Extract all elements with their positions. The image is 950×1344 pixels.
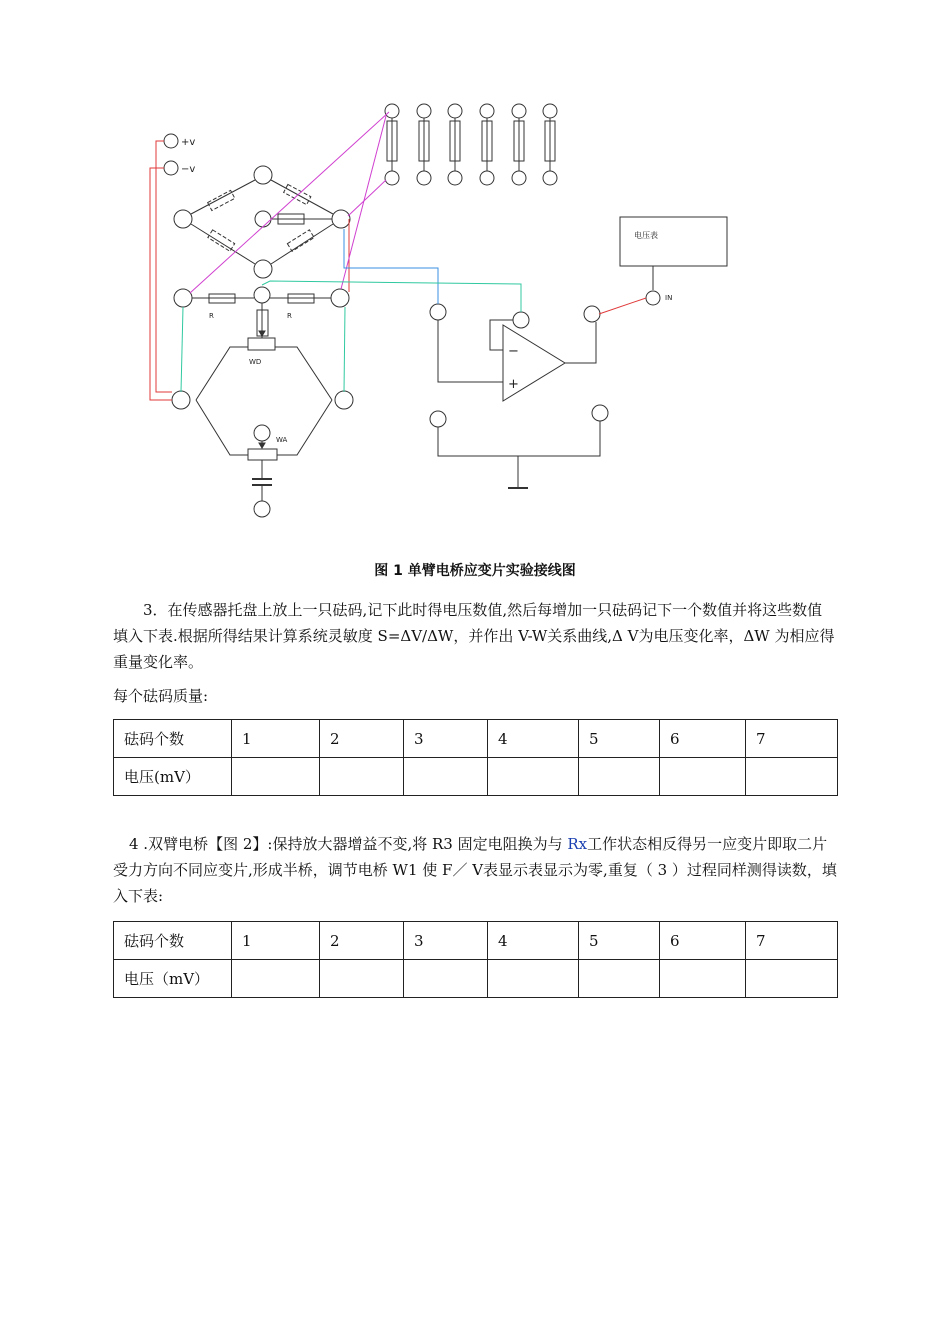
row-header-weight-count: 砝码个数: [114, 922, 232, 960]
table-cell: 4: [488, 720, 579, 758]
balance-right-terminal: [335, 391, 353, 409]
balance-left-terminal: [172, 391, 190, 409]
data-table-single-arm: [113, 719, 838, 796]
table-cell: 1: [232, 720, 320, 758]
table-row: [114, 922, 838, 960]
bridge-bottom-terminal: [254, 260, 272, 278]
empty-cell: [660, 758, 746, 796]
resistor-right-label: R: [287, 312, 292, 320]
step4-text-before: 4 .双臂电桥【图 2】:保持放大器增益不变,将 R3 固定电阻换为与: [129, 835, 568, 853]
minus-v-label: −v: [181, 164, 196, 175]
opamp-minus-label: −: [508, 344, 519, 359]
table-cell: 6: [660, 720, 746, 758]
table-cell: 2: [320, 720, 404, 758]
table-cell: 7: [746, 720, 838, 758]
row-header-voltage: 电压(mV）: [114, 758, 232, 796]
capacitor-terminal: [254, 501, 270, 517]
r-left-terminal: [174, 289, 192, 307]
empty-cell: [320, 758, 404, 796]
empty-cell: [579, 758, 660, 796]
empty-cell: [660, 960, 746, 998]
table-cell: 1: [232, 922, 320, 960]
step3-paragraph: 3．在传感器托盘上放上一只砝码,记下此时得电压数值,然后每增加一只砝码记下一个数值并将这些数值填入下表.根据所得结果计算系统灵敏度 S=ΔV/ΔW，并作出 V-W关系曲线,Δ V为电压变化率，ΔW 为相应得重量变化率。: [113, 601, 835, 671]
table-cell: 4: [488, 922, 579, 960]
ground-left-terminal: [430, 411, 446, 427]
bridge-center-terminal: [255, 211, 271, 227]
empty-cell: [404, 960, 488, 998]
wiring-diagram: [0, 0, 950, 550]
empty-cell: [320, 960, 404, 998]
terminal-plus-v: [164, 134, 178, 148]
empty-cell: [232, 960, 320, 998]
opamp-plus-label: +: [508, 377, 519, 392]
row-header-voltage: 电压（mV）: [114, 960, 232, 998]
empty-cell: [579, 960, 660, 998]
opamp-input-terminal: [430, 304, 446, 320]
data-table-double-arm: [113, 921, 838, 998]
empty-cell: [746, 960, 838, 998]
figure-caption: 图 1 单臂电桥应变片实验接线图: [374, 563, 576, 579]
wa-terminal: [254, 425, 270, 441]
in-label: IN: [665, 294, 673, 302]
table-cell: 3: [404, 720, 488, 758]
opamp-top-terminal: [513, 312, 529, 328]
empty-cell: [488, 960, 579, 998]
plus-v-label: +v: [181, 137, 196, 148]
empty-cell: [746, 758, 838, 796]
bridge-right-terminal: [332, 210, 350, 228]
table-cell: 3: [404, 922, 488, 960]
voltmeter-box: [620, 217, 727, 266]
empty-cell: [488, 758, 579, 796]
bridge-left-terminal: [174, 210, 192, 228]
strain-gauge-array: [385, 104, 557, 185]
empty-cell: [404, 758, 488, 796]
mass-label: 每个砝码质量:: [113, 687, 209, 705]
table-cell: 5: [579, 720, 660, 758]
table-cell: 5: [579, 922, 660, 960]
table-cell: 2: [320, 922, 404, 960]
voltmeter-in-terminal: [646, 291, 660, 305]
voltmeter-label: 电压表: [634, 231, 658, 240]
bridge-top-terminal: [254, 166, 272, 184]
table-cell: 7: [746, 922, 838, 960]
r-mid-terminal: [254, 287, 270, 303]
r-right-terminal: [331, 289, 349, 307]
table-cell: 6: [660, 922, 746, 960]
wd-label: WD: [249, 358, 262, 366]
rx-symbol: Rx: [567, 835, 588, 853]
table-row: [114, 960, 838, 998]
table-row: [114, 758, 838, 796]
row-header-weight-count: 砝码个数: [114, 720, 232, 758]
step4-paragraph: [113, 831, 837, 909]
step4-text-after: 工作状态相反得另一应变片即取二片受力方向不同应变片,形成半桥，调节电桥 W1 使 F／ V表显示表显示为零,重复（ 3 ）过程同样测得读数，填入下表:: [113, 835, 837, 905]
terminal-minus-v: [164, 161, 178, 175]
ground-right-terminal: [592, 405, 608, 421]
opamp-output-terminal: [584, 306, 600, 322]
resistor-left-label: R: [209, 312, 214, 320]
empty-cell: [232, 758, 320, 796]
wa-label: WA: [276, 436, 288, 444]
table-row: [114, 720, 838, 758]
